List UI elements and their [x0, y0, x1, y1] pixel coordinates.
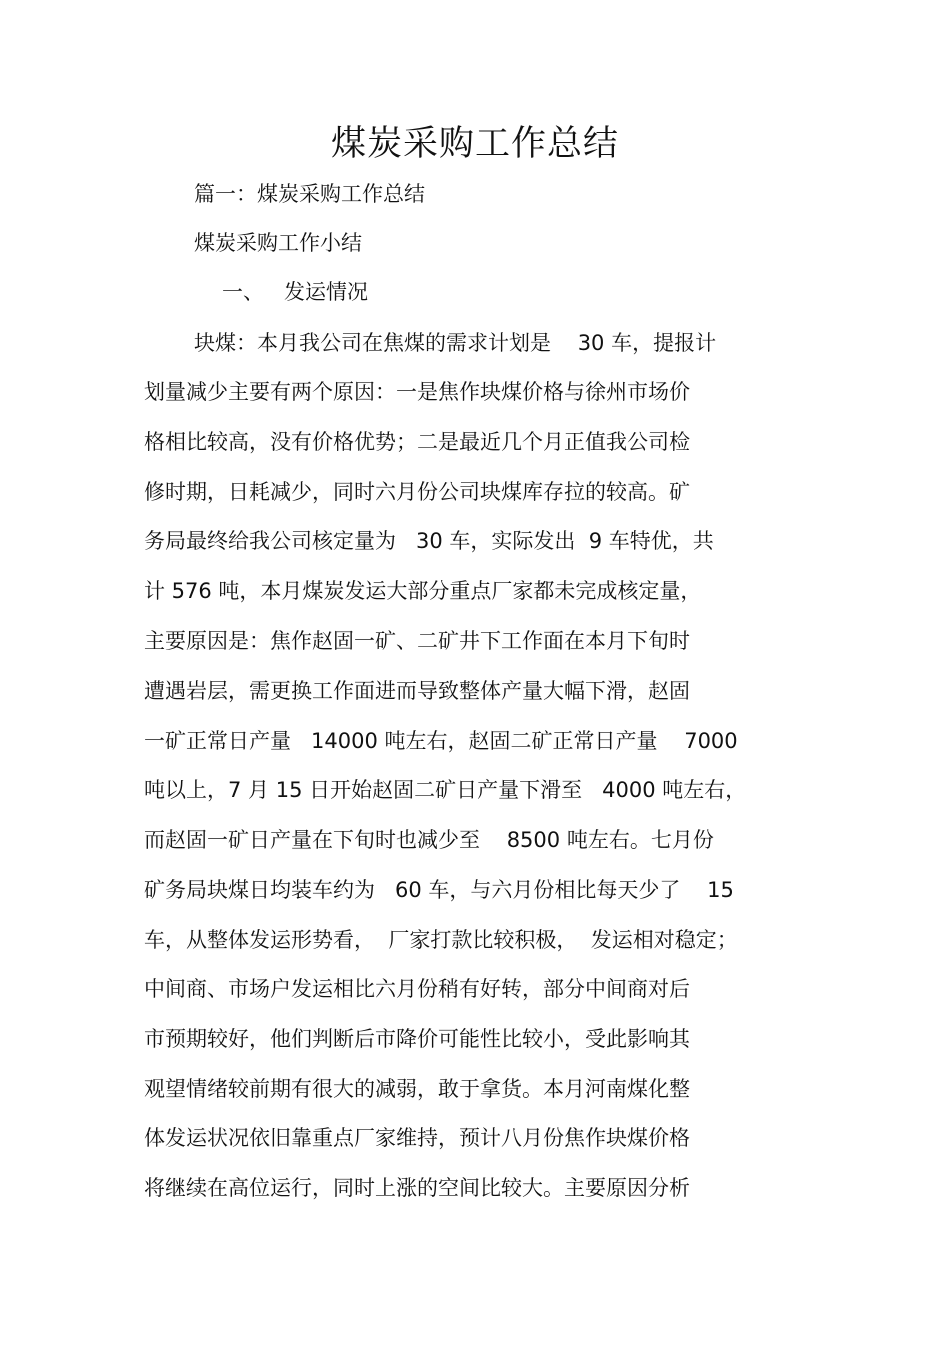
body-line-11: 而赵固一矿日产量在下旬时也减少至 8500 吨左右。七月份	[144, 828, 714, 852]
body-line-17: 体发运状况依旧靠重点厂家维持，预计八月份焦作块煤价格	[144, 1126, 690, 1150]
section-heading: 煤炭采购工作小结	[194, 231, 362, 255]
document-title: 煤炭采购工作总结	[330, 124, 619, 164]
body-line-16: 观望情绪较前期有很大的减弱，敢于拿货。本月河南煤化整	[144, 1077, 690, 1101]
subsection-heading: 一、 发运情况	[222, 280, 369, 304]
body-line-6: 计 576 吨，本月煤炭发运大部分重点厂家都未完成核定量，	[144, 579, 702, 603]
body-line-3: 格相比较高，没有价格优势；二是最近几个月正值我公司检	[144, 430, 690, 454]
body-line-12: 矿务局块煤日均装车约为 60 车，与六月份相比每天少了 15	[144, 878, 734, 902]
body-line-15: 市预期较好，他们判断后市降价可能性比较小，受此影响其	[144, 1027, 690, 1051]
body-line-13: 车，从整体发运形势看， 厂家打款比较积极， 发运相对稳定；	[144, 928, 738, 952]
body-line-18: 将继续在高位运行，同时上涨的空间比较大。主要原因分析	[144, 1176, 690, 1200]
body-line-5: 务局最终给我公司核定量为 30 车，实际发出 9 车特优，共	[144, 529, 714, 553]
body-line-4: 修时期，日耗减少，同时六月份公司块煤库存拉的较高。矿	[144, 480, 690, 504]
body-line-9: 一矿正常日产量 14000 吨左右，赵固二矿正常日产量 7000	[144, 729, 738, 753]
body-line-1: 块煤：本月我公司在焦煤的需求计划是 30 车，提报计	[194, 331, 717, 355]
body-line-8: 遭遇岩层，需更换工作面进而导致整体产量大幅下滑，赵固	[144, 679, 690, 703]
body-line-7: 主要原因是：焦作赵固一矿、二矿井下工作面在本月下旬时	[144, 629, 690, 653]
document-subtitle: 篇一：煤炭采购工作总结	[194, 182, 425, 206]
body-line-10: 吨以上，7 月 15 日开始赵固二矿日产量下滑至 4000 吨左右，	[144, 778, 747, 802]
body-line-2: 划量减少主要有两个原因：一是焦作块煤价格与徐州市场价	[144, 380, 690, 404]
body-line-14: 中间商、市场户发运相比六月份稍有好转，部分中间商对后	[144, 977, 690, 1001]
